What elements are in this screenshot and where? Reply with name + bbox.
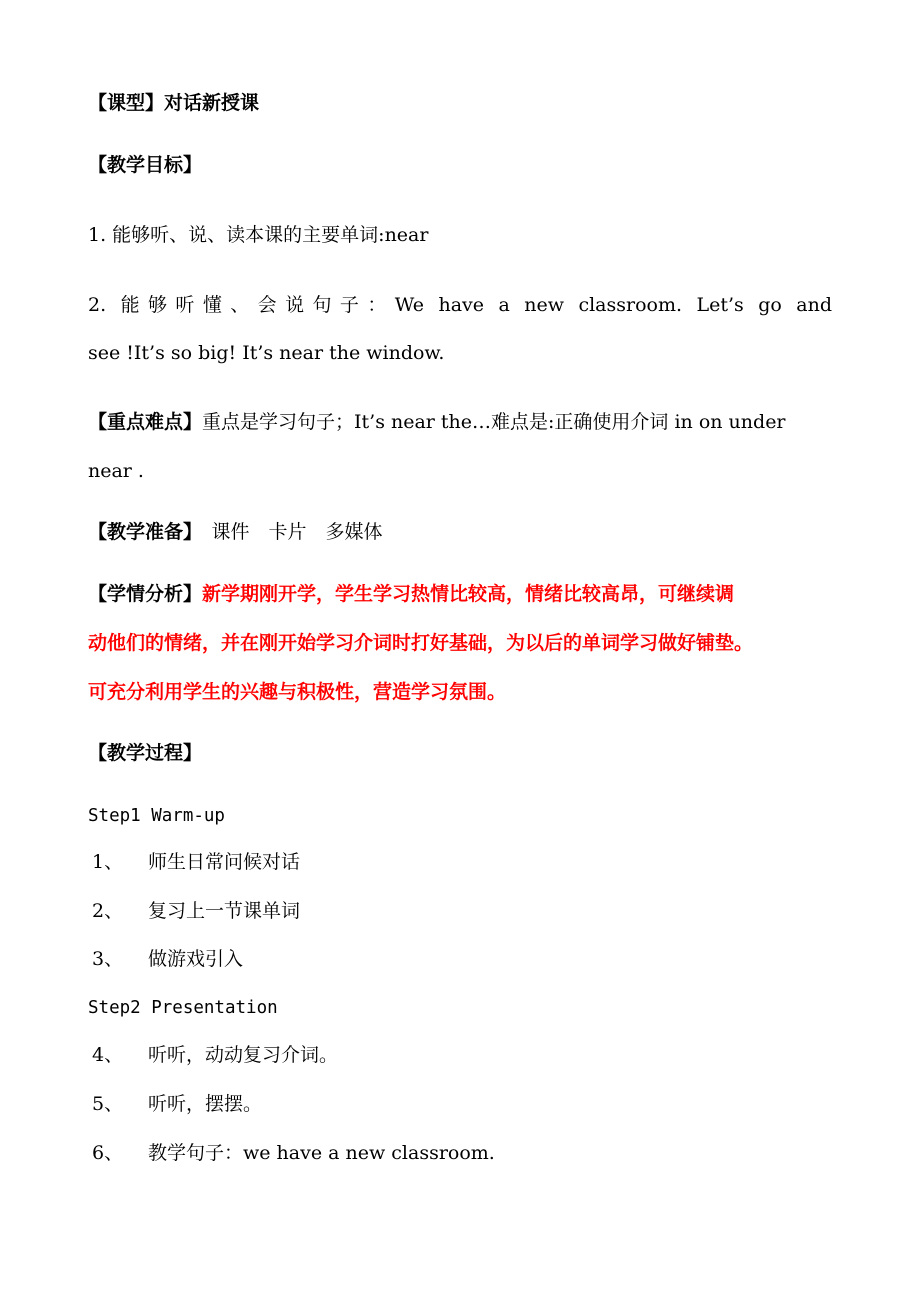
step1-heading: Step1 Warm-up	[88, 806, 225, 826]
analysis-line-3: 可充分利用学生的兴趣与积极性，营造学习氛围。	[88, 681, 507, 703]
list-item-number: 3、	[92, 948, 124, 970]
key-points-line-2: near .	[88, 460, 144, 482]
list-item-text: 听听，摆摆。	[148, 1093, 263, 1115]
analysis-label: 【学情分析】	[88, 583, 203, 605]
analysis-line-2: 动他们的情绪，并在刚开始学习介词时打好基础，为以后的单词学习做好铺垫。	[88, 632, 754, 654]
list-item-text: 复习上一节课单词	[148, 900, 301, 922]
key-points-label: 【重点难点】	[88, 411, 203, 433]
list-item-text: 听听，动动复习介词。	[148, 1044, 339, 1066]
list-item-text: 师生日常问候对话	[148, 851, 301, 873]
lesson-type-line	[88, 91, 259, 115]
list-item	[92, 850, 300, 874]
list-item	[92, 1092, 262, 1116]
list-item	[92, 1043, 338, 1067]
key-points-line-1	[88, 410, 786, 434]
preparation-items: 课件 卡片 多媒体	[211, 521, 383, 543]
analysis-line-1	[88, 582, 734, 606]
objectives-heading: 【教学目标】	[88, 154, 203, 176]
list-item-number: 4、	[92, 1044, 124, 1066]
list-item-number: 5、	[92, 1093, 124, 1115]
step2-heading: Step2 Presentation	[88, 998, 278, 1018]
list-item-text: 做游戏引入	[148, 948, 244, 970]
lesson-type-value: 对话新授课	[164, 92, 260, 114]
process-heading: 【教学过程】	[88, 742, 203, 764]
list-item	[92, 899, 300, 923]
list-item-number: 1、	[92, 851, 124, 873]
preparation-label: 【教学准备】	[88, 521, 193, 543]
list-item	[92, 1141, 495, 1165]
key-points-text: 重点是学习句子；It’s near the…难点是:正确使用介词	[202, 411, 669, 433]
key-points-prepositions: in on under	[674, 411, 786, 433]
list-item	[92, 947, 243, 971]
objective-item-2-line-2: see !It’s so big! It’s near the window.	[88, 342, 445, 364]
objective-item-1: 1. 能够听、说、读本课的主要单词:near	[88, 224, 429, 246]
list-item-text: 教学句子：we have a new classroom.	[148, 1142, 495, 1164]
preparation-line	[88, 520, 383, 544]
objective-item-2-line-1: 2. 能够听懂、会说句子：We have a new classroom. Let’s go and	[88, 294, 832, 316]
analysis-text-1: 新学期刚开学，学生学习热情比较高，情绪比较高昂，可继续调	[202, 583, 735, 605]
list-item-number: 6、	[92, 1142, 124, 1164]
lesson-type-label: 【课型】	[88, 92, 165, 114]
list-item-number: 2、	[92, 900, 124, 922]
